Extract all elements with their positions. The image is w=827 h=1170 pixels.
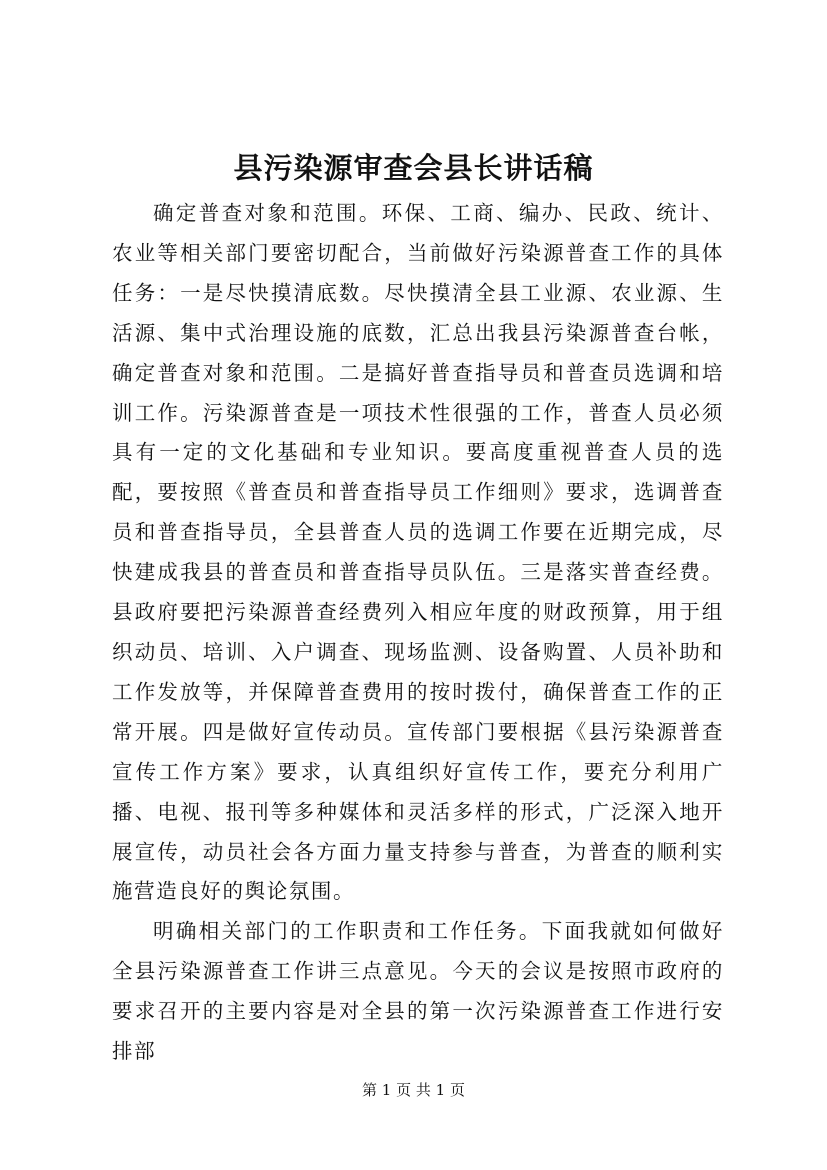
document-title: 县污染源审查会县长讲话稿 [233,151,594,185]
paragraph-1: 确定普查对象和范围。环保、工商、编办、民政、统计、农业等相关部门要密切配合，当前做好污染源普查工作的具体任务：一是尽快摸清底数。尽快摸清全县工业源、农业源、生活源、集中式治理设施的底数，汇总出我县污染源普查台帐，确定普查对象和范围。二是搞好普查指导员和普查员选调和培训工作。污染源普查是一项技术性很强的工作，普查人员必须具有一定的文化基础和专业知识。要高度重视普查人员的选配，要按照《普查员和普查指导员工作细则》要求，选调普查员和普查指导员，全县普查人员的选调工作要在近期完成，尽快建成我县的普查员和普查指导员队伍。三是落实普查经费。县政府要把污染源普查经费列入相应年度的财政预算，用于组织动员、培训、入户调查、现场监测、设备购置、人员补助和工作发放等，并保障普查费用的按时拨付，确保普查工作的正常开展。四是做好宣传动员。宣传部门要根据《县污染源普查宣传工作方案》要求，认真组织好宣传工作，要充分利用广播、电视、报刊等多种媒体和灵活多样的形式，广泛深入地开展宣传，动员社会各方面力量支持参与普查，为普查的顺利实施营造良好的舆论氛围。 [112,201,724,904]
page-footer: 第 1 页 共 1 页 [362,1081,465,1099]
document-body [112,194,724,1072]
paragraph-2: 明确相关部门的工作职责和工作任务。下面我就如何做好全县污染源普查工作讲三点意见。今天的会议是按照市政府的要求召开的主要内容是对全县的第一次污染源普查工作进行安排部 [112,919,724,1064]
